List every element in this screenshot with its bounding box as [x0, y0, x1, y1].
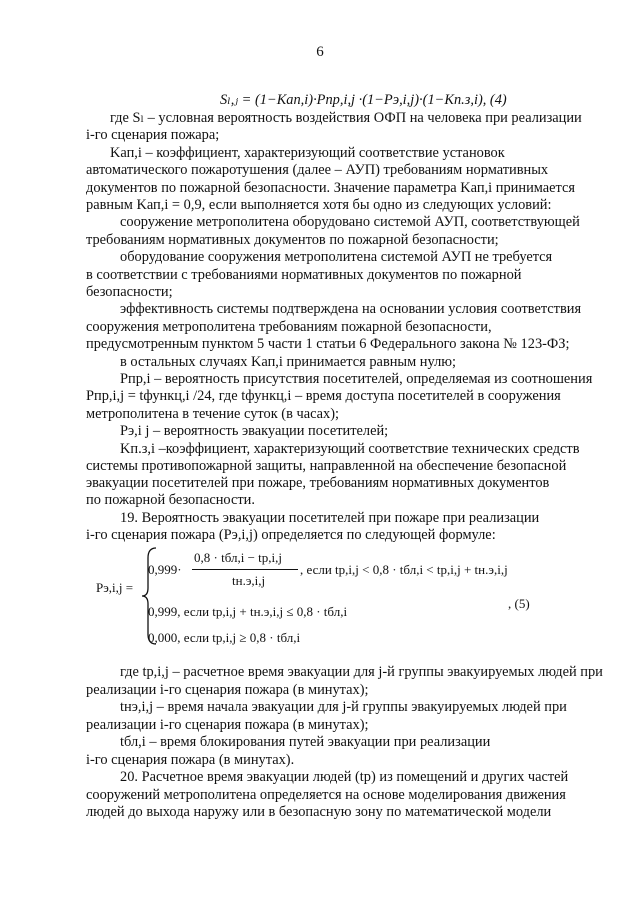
text-line: 20. Расчетное время эвакуации людей (tр) из помещений и других частей: [120, 769, 569, 785]
text-line: людей до выхода наружу или в безопасную зону по математической модели: [86, 804, 552, 820]
text-line: по пожарной безопасности.: [86, 492, 255, 508]
text-line: оборудование сооружения метрополитена системой АУП не требуется: [120, 249, 553, 265]
text-line: сооружений метрополитена определяется на основе моделирования движения: [86, 787, 566, 803]
text-line: tбл,i – время блокирования путей эвакуации при реализации: [120, 734, 491, 750]
text-line: i-го сценария пожара (в минутах).: [86, 752, 295, 768]
formula-5-case1-coef: 0,999·: [148, 562, 182, 577]
formula-4: Sₗ,ⱼ = (1−Kап,i)·Pпр,i,j ·(1−Pэ,i,j)·(1−Kп.з,i), (4): [220, 92, 507, 108]
text-line: где tр,i,j – расчетное время эвакуации для j-й группы эвакуируемых людей при: [120, 664, 603, 680]
text-line: реализации i-го сценария пожара (в минутах);: [86, 682, 369, 698]
text-line: Pэ,i j – вероятность эвакуации посетителей;: [120, 423, 389, 439]
text-line: безопасности;: [86, 284, 173, 300]
text-line: 19. Вероятность эвакуации посетителей при пожаре при реализации: [120, 510, 540, 526]
fraction-bar: [192, 569, 298, 570]
text-line: реализации i-го сценария пожара (в минутах);: [86, 717, 369, 733]
formula-5-case1-num: 0,8 · tбл,i − tр,i,j: [194, 550, 282, 565]
formula-5-number: , (5): [508, 596, 530, 611]
text-line: Kап,i – коэффициент, характеризующий соответствие установок: [110, 145, 505, 161]
text-line: Pпр,i,j = tфункц,i /24, где tфункц,i – время доступа посетителей в сооружения: [86, 388, 561, 404]
text-line: в остальных случаях Kап,i принимается равным нулю;: [120, 354, 457, 370]
text-line: эффективность системы подтверждена на основании условия соответствия: [120, 301, 582, 317]
text-line: эвакуации посетителей при пожаре, требованиям нормативных документов: [86, 475, 550, 491]
text-line: i-го сценария пожара (Pэ,i,j) определяется по следующей формуле:: [86, 527, 496, 543]
text-line: автоматического пожаротушения (далее – АУП) требованиям нормативных: [86, 162, 549, 178]
text-line: документов по пожарной безопасности. Значение параметра Kап,i принимается: [86, 180, 576, 196]
text-line: Pпр,i – вероятность присутствия посетителей, определяемая из соотношения: [120, 371, 593, 387]
formula-5-case1-cond: , если tр,i,j < 0,8 · tбл,i < tр,i,j + tн.э,i,j: [300, 562, 508, 577]
text-line: предусмотренным пунктом 5 части 1 статьи 6 Федерального закона № 123-ФЗ;: [86, 336, 570, 352]
text-line: i-го сценария пожара;: [86, 127, 220, 143]
formula-5-case2: 0,999, если tр,i,j + tн.э,i,j ≤ 0,8 · tбл,i: [148, 604, 348, 619]
formula-5-case1-den: tн.э,i,j: [232, 573, 266, 588]
text-line: системы противопожарной защиты, направленной на обеспечение безопасной: [86, 458, 567, 474]
text-line: tнэ,i,j – время начала эвакуации для j-й группы эвакуируемых людей при: [120, 699, 567, 715]
formula-5-case3: 0,000, если tр,i,j ≥ 0,8 · tбл,i: [148, 630, 301, 645]
text-line: равным Kап,i = 0,9, если выполняется хотя бы одно из следующих условий:: [86, 197, 552, 213]
text-line: в соответствии с требованиями нормативных документов по пожарной: [86, 267, 522, 283]
text-line: метрополитена в течение суток (в часах);: [86, 406, 340, 422]
text-line: Kп.з,i –коэффициент, характеризующий соответствие технических средств: [120, 441, 580, 457]
text-line: сооружения метрополитена требованиям пожарной безопасности,: [86, 319, 492, 335]
formula-5-lhs: Pэ,i,j =: [96, 580, 134, 595]
text-line: сооружение метрополитена оборудовано системой АУП, соответствующей: [120, 214, 580, 230]
text-line: требованиям нормативных документов по пожарной безопасности;: [86, 232, 499, 248]
text-line: где Sₗ – условная вероятность воздействия ОФП на человека при реализации: [110, 110, 582, 126]
page-number: 6: [316, 44, 324, 60]
